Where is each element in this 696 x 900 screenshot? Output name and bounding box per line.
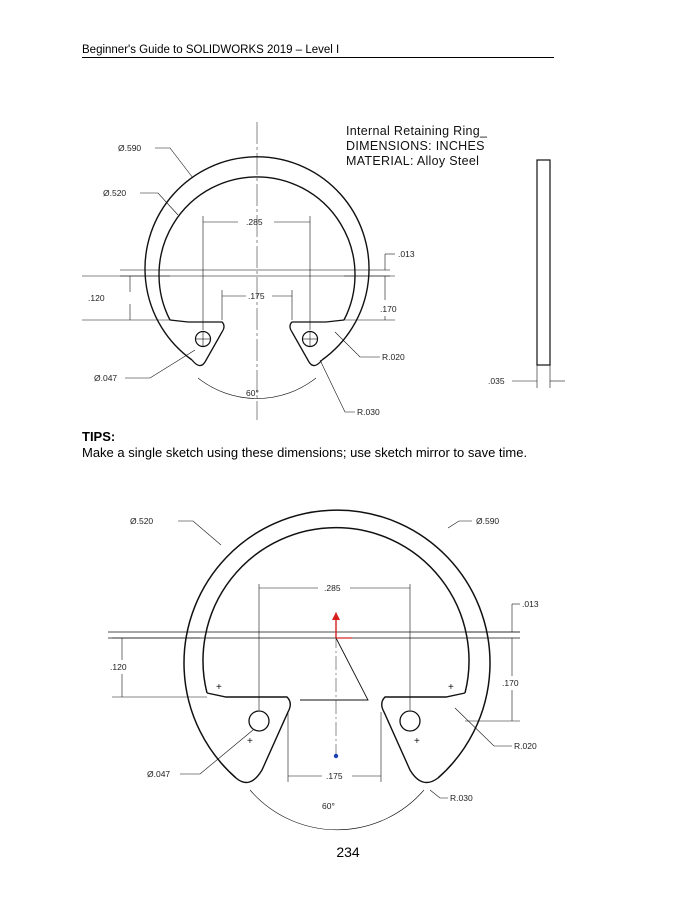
dim2-angle: 60° <box>322 801 335 811</box>
sketch-plus-marker: + <box>216 682 222 693</box>
tips-heading: TIPS: <box>82 429 116 444</box>
dim-gap-width: .175 <box>248 291 265 301</box>
dim-inner-dia: Ø.520 <box>103 188 127 198</box>
side-view <box>537 160 550 365</box>
dim2-gap-offset: .013 <box>522 599 539 609</box>
dim2-hole-dia: Ø.047 <box>147 769 171 779</box>
sketch-plus-marker: + <box>448 682 454 693</box>
origin-point <box>334 754 338 758</box>
dim-fillet-large: R.030 <box>357 407 380 417</box>
dim2-gap-width: .175 <box>326 771 343 781</box>
dim2-outer-dia: Ø.590 <box>476 516 500 526</box>
running-header: Beginner's Guide to SOLIDWORKS 2019 – Level I <box>82 44 340 56</box>
dim-angle: 60° <box>246 388 259 398</box>
ring2-left-hole <box>249 711 269 731</box>
dim2-right-height: .170 <box>502 678 519 688</box>
dim2-inner-dia: Ø.520 <box>130 516 154 526</box>
dim-gap-offset: .013 <box>398 249 415 259</box>
dim2-lug-spacing: .285 <box>324 583 341 593</box>
drawing-title-line-3: MATERIAL: Alloy Steel <box>346 154 480 168</box>
origin-y-arrow <box>332 612 340 620</box>
dim-outer-dia: Ø.590 <box>118 143 142 153</box>
dim-thickness: .035 <box>488 376 505 386</box>
drawing-title-line-1: Internal Retaining Ring_ <box>346 124 488 138</box>
ring2-right-hole <box>400 711 420 731</box>
tips-text: Make a single sketch using these dimensions; use sketch mirror to save time. <box>82 445 528 460</box>
dim-lug-spacing: .285 <box>246 217 263 227</box>
dim-fillet-small: R.020 <box>382 352 405 362</box>
dim2-left-height: .120 <box>110 662 127 672</box>
drawing-2 <box>108 510 520 830</box>
dim-right-height: .170 <box>380 304 397 314</box>
dim-left-height: .120 <box>88 293 105 303</box>
dim-hole-dia: Ø.047 <box>94 373 118 383</box>
page-number: 234 <box>336 844 360 860</box>
ring2-right-lug <box>382 693 465 783</box>
dim2-fillet-small: R.020 <box>514 741 537 751</box>
drawing-2-labels <box>110 516 539 811</box>
ring2-outer-edge <box>184 510 490 778</box>
drawing-2-origin <box>216 612 454 758</box>
dim2-fillet-large: R.030 <box>450 793 473 803</box>
sketch-plus-marker: + <box>414 736 420 747</box>
drawing-title-line-2: DIMENSIONS: INCHES <box>346 139 485 153</box>
drawing-1-labels <box>88 124 505 417</box>
sketch-plus-marker: + <box>247 736 253 747</box>
